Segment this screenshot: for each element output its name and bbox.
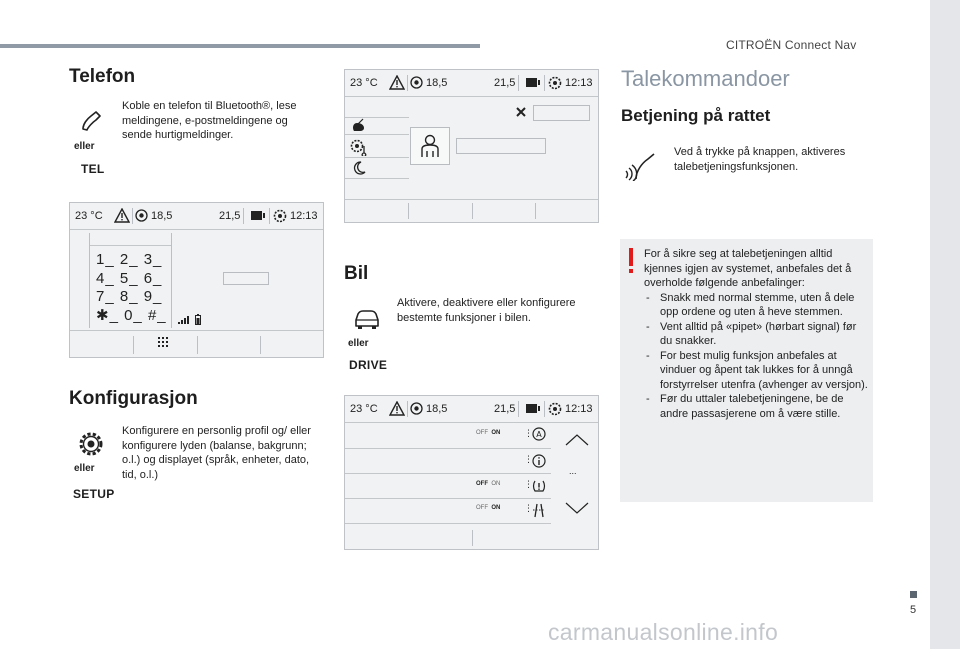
warning-item: - Vent alltid på «pipet» (hørbart signal) før du snakker.	[644, 320, 870, 349]
battery-icon	[195, 314, 201, 325]
talekommandoer-description: Ved å trykke på knappen, aktiveres talebetjeningsfunksjonen.	[674, 146, 846, 173]
toggle-on-label: ON	[491, 430, 501, 436]
asterisk-icon[interactable]: ✱	[96, 306, 110, 324]
car-icon	[353, 308, 381, 330]
clock-time: 12:13	[565, 403, 593, 415]
bil-or-label: eller	[348, 338, 369, 349]
number-field[interactable]	[223, 272, 269, 285]
row-menu-icon[interactable]: ⋮	[524, 428, 533, 438]
voice-command-icon	[624, 149, 658, 181]
toggle-on-label: ON	[491, 481, 501, 487]
watermark: carmanualsonline.info	[548, 619, 779, 645]
left-temp-value: 18,5	[426, 77, 448, 89]
telefon-or-label: eller	[74, 141, 95, 152]
phone-icon	[79, 109, 103, 133]
toggle-on-label: ON	[491, 505, 501, 511]
left-temp-value: 18,5	[151, 210, 173, 222]
exclamation-icon	[629, 248, 633, 266]
sound-settings-icon[interactable]	[349, 138, 369, 156]
media-icon[interactable]	[525, 401, 541, 416]
row-menu-icon[interactable]: ⋮	[524, 479, 533, 489]
settings-icon[interactable]	[272, 208, 288, 224]
gear-icon	[77, 430, 105, 458]
navigation-icon[interactable]	[409, 75, 424, 90]
page-number: 5	[910, 604, 917, 616]
settings-icon[interactable]	[547, 401, 563, 417]
temperature-value: 23 °C	[350, 77, 378, 89]
clock-time: 12:13	[290, 210, 318, 222]
toggle-switch[interactable]	[476, 430, 500, 436]
media-icon[interactable]	[250, 208, 266, 223]
warning-icon[interactable]	[114, 208, 130, 223]
warning-item: - Snakk med normal stemme, uten å dele opp ordene og uten å heve stemmen.	[644, 291, 870, 320]
temperature-value: 23 °C	[75, 210, 103, 222]
keypad-icon[interactable]	[157, 336, 170, 350]
toggle-off-label: OFF	[476, 505, 488, 511]
row-menu-icon[interactable]: ⋮	[524, 503, 533, 513]
setup-key-label[interactable]: SETUP	[73, 487, 115, 501]
warning-intro: For å sikre seg at talebetjeningen alltid kjennes igjen av systemet, anbefales det å overholde følgende anbefalinger:	[644, 248, 852, 289]
profile-name-field[interactable]	[456, 138, 546, 154]
dialpad-row[interactable]: 7_ 8_ 9_	[96, 288, 163, 305]
close-icon[interactable]	[515, 106, 527, 118]
bil-title: Bil	[344, 263, 369, 284]
dialpad[interactable]	[96, 251, 167, 325]
warning-icon[interactable]	[389, 75, 405, 90]
signal-strength-icon	[178, 314, 190, 324]
toggle-off-label: OFF	[476, 430, 488, 436]
more-indicator[interactable]: ...	[569, 466, 577, 476]
header-rule	[0, 44, 480, 48]
media-icon[interactable]	[525, 75, 541, 90]
konfigurasjon-description: Konfigurere en personlig profil og/ eller konfigurere lyden (balanse, bakgrunn; o.l.) og displayet (språk, enheter, dato, tid, o.l.)	[122, 425, 311, 481]
palette-icon[interactable]	[351, 117, 367, 133]
right-temp-value: 21,5	[494, 77, 516, 89]
left-temp-value: 18,5	[426, 403, 448, 415]
tel-key-label[interactable]: TEL	[81, 162, 105, 176]
drive-key-label[interactable]: DRIVE	[349, 358, 388, 372]
telefon-title: Telefon	[69, 66, 136, 87]
status-bar	[345, 396, 598, 423]
navigation-icon[interactable]	[134, 208, 149, 223]
profile-option-field[interactable]	[533, 105, 590, 121]
drive-screen	[344, 395, 599, 550]
temperature-value: 23 °C	[350, 403, 378, 415]
warning-icon[interactable]	[389, 401, 405, 416]
status-bar	[345, 70, 598, 97]
svg-text:A: A	[536, 430, 542, 439]
row-menu-icon[interactable]: ⋮	[524, 454, 533, 464]
dialpad-row[interactable]: 1_ 2_ 3_	[96, 251, 163, 268]
tyre-pressure-icon[interactable]	[532, 479, 546, 493]
status-bar	[70, 203, 323, 230]
telefon-screen	[69, 202, 324, 358]
scroll-down-icon[interactable]	[565, 502, 589, 514]
profile-icon[interactable]	[421, 134, 439, 158]
warning-item: - For best mulig funksjon anbefales at vinduer og åpent tak lukkes for å unngå forstyrrelser utenfra (avhenger av versjon).	[644, 349, 870, 393]
info-icon[interactable]	[532, 454, 546, 468]
brand-label: CITROËN Connect Nav	[726, 38, 857, 52]
lane-assist-icon[interactable]	[532, 427, 546, 441]
toggle-off-label: OFF	[476, 481, 488, 487]
clock-time: 12:13	[565, 77, 593, 89]
konfigurasjon-title: Konfigurasjon	[69, 388, 198, 409]
exclamation-dot	[629, 269, 633, 273]
navigation-icon[interactable]	[409, 401, 424, 416]
setup-screen	[344, 69, 599, 223]
page-marker	[910, 591, 917, 598]
dialpad-row[interactable]: ✱_ 0_ #_	[96, 306, 167, 324]
right-temp-value: 21,5	[494, 403, 516, 415]
scroll-up-icon[interactable]	[565, 434, 589, 446]
konfigurasjon-or-label: eller	[74, 463, 95, 474]
toggle-switch[interactable]	[476, 481, 500, 487]
lane-departure-icon[interactable]	[532, 502, 546, 518]
bil-description: Aktivere, deaktivere eller konfigurere bestemte funksjoner i bilen.	[397, 297, 576, 324]
warning-text	[644, 247, 870, 421]
side-strip	[930, 0, 960, 649]
betjening-subtitle: Betjening på rattet	[621, 106, 771, 125]
toggle-switch[interactable]	[476, 505, 500, 511]
talekommandoer-title: Talekommandoer	[621, 66, 790, 91]
dialpad-row[interactable]: 4_ 5_ 6_	[96, 269, 163, 287]
warning-box	[620, 239, 873, 502]
right-temp-value: 21,5	[219, 210, 241, 222]
telefon-description: Koble en telefon til Bluetooth®, lese meldingene, e-postmeldingene og sende hurtigmeldinger.	[122, 100, 297, 141]
settings-icon[interactable]	[547, 75, 563, 91]
warning-item: - Før du uttaler talebetjeningene, be de andre passasjerene om å være stille.	[644, 392, 870, 421]
moon-icon[interactable]	[351, 160, 367, 176]
